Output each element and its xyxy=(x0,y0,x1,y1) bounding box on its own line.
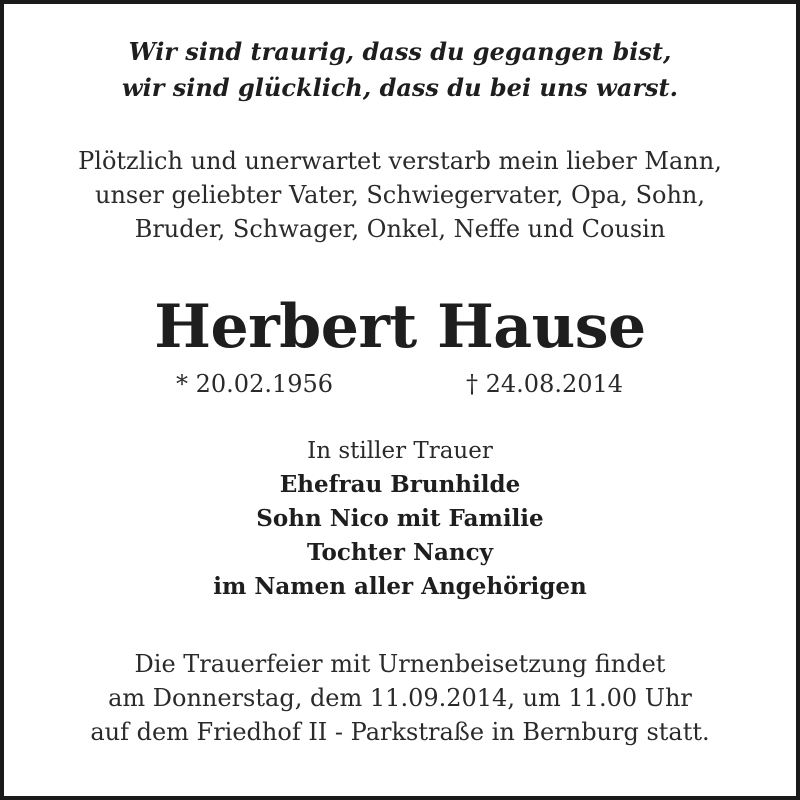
motto-line: Wir sind traurig, dass du gegangen bist, xyxy=(128,37,672,66)
deceased-name: Herbert Hause xyxy=(154,292,646,362)
intro-text xyxy=(4,144,796,246)
mourner-line: Tochter Nancy xyxy=(307,539,493,566)
intro-line: Plötzlich und unerwartet verstarb mein lieber Mann, xyxy=(78,147,722,175)
funeral-info xyxy=(4,647,796,749)
birth-date: * 20.02.1956 xyxy=(176,370,334,398)
mourners-heading: In stiller Trauer xyxy=(307,438,493,464)
funeral-line: auf dem Friedhof II - Parkstraße in Bernburg statt. xyxy=(90,718,710,746)
mourner-line: Ehefrau Brunhilde xyxy=(279,471,521,498)
intro-line: Bruder, Schwager, Onkel, Neffe und Cousin xyxy=(134,215,666,243)
mourner-line: im Namen aller Angehörigen xyxy=(213,573,587,600)
motto-line: wir sind glücklich, dass du bei uns warst. xyxy=(122,73,678,102)
intro-line: unser geliebter Vater, Schwiegervater, Opa, Sohn, xyxy=(95,181,705,209)
mourner-line: Sohn Nico mit Familie xyxy=(256,505,544,532)
motto-quote xyxy=(4,34,796,106)
death-date: † 24.08.2014 xyxy=(466,370,624,398)
funeral-line: Die Trauerfeier mit Urnenbeisetzung findet xyxy=(134,650,666,678)
funeral-line: am Donnerstag, dem 11.09.2014, um 11.00 Uhr xyxy=(108,684,692,712)
mourners-block xyxy=(4,434,796,604)
